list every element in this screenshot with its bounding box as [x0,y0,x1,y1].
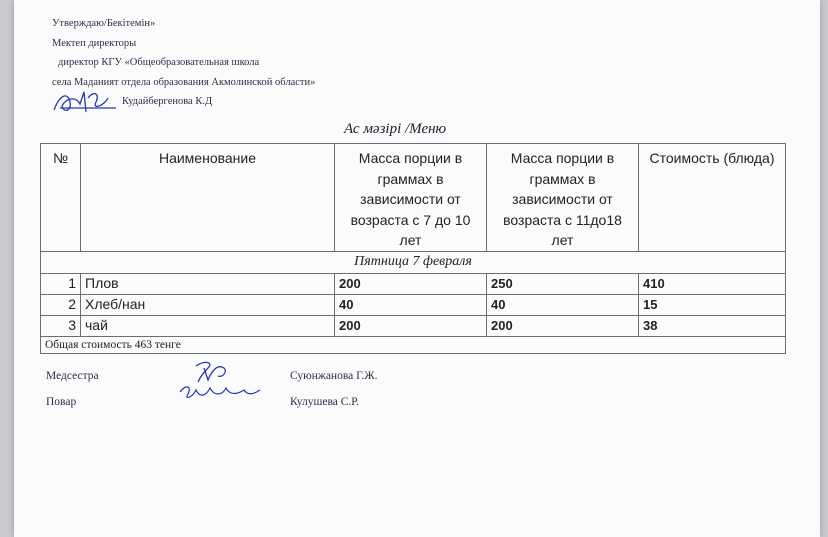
header-mass-11-18: Масса порции в граммах в зависимости от возраста с 11до18 лет [487,144,639,252]
approval-line-4: села Маданият отдела образования Акмолинской области» [52,76,316,88]
total-cost: Общая стоимость 463 тенге [41,336,786,353]
approval-line-1: Утверждаю/Бекітемін» [52,18,156,29]
cell-cost: 15 [639,294,786,315]
table-header-row [41,144,786,252]
day-row [41,251,786,273]
cell-mass-11-18: 200 [487,315,639,336]
cell-mass-7-10: 200 [335,315,487,336]
page-title: Ас мәзірі /Меню [344,121,447,137]
cell-mass-7-10: 200 [335,273,487,294]
cell-dish-name: Плов [81,273,335,294]
cook-name: Кулушева С.Р. [290,396,360,408]
staff-signatures [174,358,264,408]
header-mass-7-10: Масса порции в граммах в зависимости от возраста с 7 до 10 лет [335,144,487,252]
director-signature [50,84,120,120]
nurse-name: Суюнжанова Г.Ж. [290,370,378,382]
table-row [41,315,786,336]
cell-dish-name: чай [81,315,335,336]
approval-line-3: директор КГУ «Общеобразовательная школа [58,57,260,68]
day-label: Пятница 7 февраля [41,251,786,273]
menu-table [40,143,786,354]
cell-cost: 410 [639,273,786,294]
cell-number: 2 [41,294,81,315]
table-row [41,294,786,315]
cook-role: Повар [46,396,77,408]
cell-mass-11-18: 250 [487,273,639,294]
cell-number: 1 [41,273,81,294]
cell-mass-11-18: 40 [487,294,639,315]
header-cost: Стоимость (блюда) [639,144,786,252]
total-row [41,336,786,353]
cell-mass-7-10: 40 [335,294,487,315]
document-sheet [14,0,820,537]
cell-cost: 38 [639,315,786,336]
header-name: Наименование [81,144,335,252]
approval-line-2: Мектеп директоры [52,37,137,49]
header-number: № [41,144,81,252]
cell-number: 3 [41,315,81,336]
table-row [41,273,786,294]
nurse-role: Медсестра [46,370,99,382]
cell-dish-name: Хлеб/нан [81,294,335,315]
approval-signer: Кудайбергенова К.Д [122,96,213,107]
